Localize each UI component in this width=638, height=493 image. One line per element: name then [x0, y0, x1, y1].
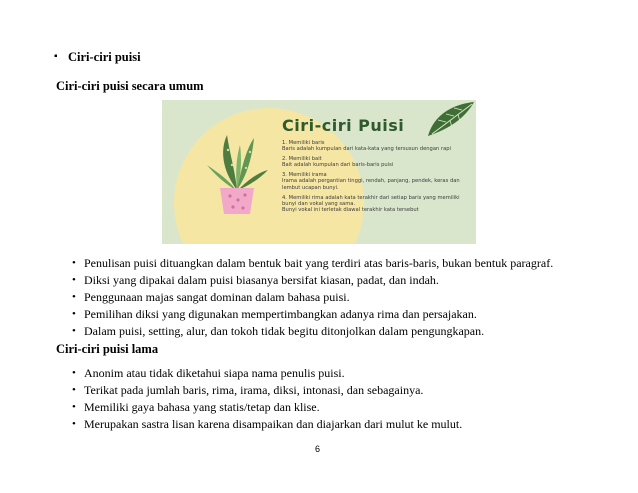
list-item: • Pemilihan diksi yang digunakan mempertimbangkan adanya rima dan persajakan. — [72, 306, 553, 323]
list-item: • Penggunaan majas sangat dominan dalam bahasa puisi. — [72, 289, 553, 306]
leaf-decoration-icon — [424, 100, 476, 140]
infographic-point-3: 3. Memiliki irama — [282, 172, 327, 179]
infographic-point-4-desc: Bunyi vokal ini terletak diawal terakhir kata tersebut — [282, 207, 419, 214]
list-item: • Dalam puisi, setting, alur, dan tokoh tidak begitu ditonjolkan dalam pengungkapan. — [72, 323, 553, 340]
list-item: • Diksi yang dipakai dalam puisi biasanya bersifat kiasan, padat, dan indah. — [72, 272, 553, 289]
page-number: 6 — [315, 444, 321, 454]
list-item: • Terikat pada jumlah baris, rima, irama, diksi, intonasi, dan sebagainya. — [72, 382, 462, 399]
heading-bullet: ▪ — [54, 51, 58, 62]
general-characteristics-list — [72, 255, 553, 340]
infographic-point-2: 2. Memiliki bait — [282, 156, 322, 163]
subheading-general: Ciri-ciri puisi secara umum — [56, 79, 204, 93]
infographic-title: Ciri-ciri Puisi — [282, 116, 405, 135]
list-item: • Penulisan puisi dituangkan dalam bentuk bait yang terdiri atas baris-baris, bukan bentuk paragraf. — [72, 255, 553, 272]
list-item: • Merupakan sastra lisan karena disampaikan dan diajarkan dari mulut ke mulut. — [72, 416, 462, 433]
section-heading: Ciri-ciri puisi — [68, 50, 141, 64]
list-item: • Anonim atau tidak diketahui siapa nama penulis puisi. — [72, 365, 462, 382]
infographic-point-2-desc: Bait adalah kumpulan dari baris-baris puisi — [282, 162, 394, 169]
old-characteristics-list — [72, 365, 462, 433]
infographic-text — [282, 140, 462, 217]
infographic-point-1: 1. Memiliki baris — [282, 140, 325, 146]
list-item: • Memiliki gaya bahasa yang statis/tetap dan klise. — [72, 399, 462, 416]
infographic-point-1-desc: Baris adalah kumpulan dari kata-kata yang tersusun dengan rapi — [282, 146, 451, 153]
potted-plant-icon — [202, 130, 272, 220]
infographic-point-3-desc: Irama adalah pergantian tinggi, rendah, panjang, pendek, keras dan lembut ucapan bunyi. — [282, 178, 460, 191]
infographic-point-4: 4. Memiliki rima adalah kata terakhir dari setiap baris yang memiliki bunyi dan vokal yang sama. — [282, 194, 460, 207]
infographic-image — [162, 100, 476, 244]
subheading-old: Ciri-ciri puisi lama — [56, 342, 159, 356]
